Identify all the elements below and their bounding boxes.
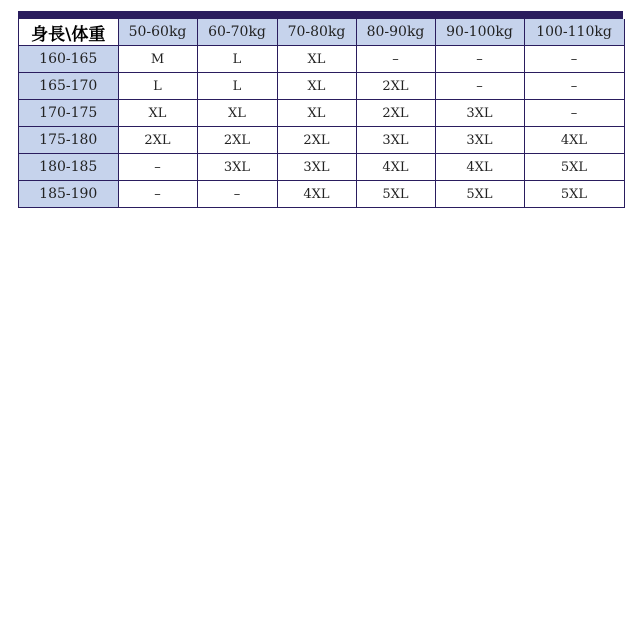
size-cell: –	[356, 46, 435, 73]
size-cell: 5XL	[524, 154, 624, 181]
size-cell: 5XL	[435, 181, 524, 208]
row-header: 185-190	[19, 181, 118, 208]
column-header: 60-70kg	[197, 19, 277, 46]
size-cell: 2XL	[277, 127, 356, 154]
size-cell: 4XL	[277, 181, 356, 208]
size-cell: XL	[277, 46, 356, 73]
table-row	[19, 127, 624, 154]
row-header: 170-175	[19, 100, 118, 127]
size-cell: 3XL	[435, 100, 524, 127]
size-cell: –	[524, 46, 624, 73]
size-cell: XL	[118, 100, 197, 127]
size-cell: –	[524, 100, 624, 127]
size-cell: –	[435, 46, 524, 73]
size-cell: L	[197, 73, 277, 100]
column-header: 50-60kg	[118, 19, 197, 46]
size-cell: 3XL	[356, 127, 435, 154]
size-cell: M	[118, 46, 197, 73]
size-cell: 2XL	[356, 100, 435, 127]
size-cell: 4XL	[435, 154, 524, 181]
table-row	[19, 100, 624, 127]
size-cell: 4XL	[524, 127, 624, 154]
column-header: 90-100kg	[435, 19, 524, 46]
size-cell: 2XL	[356, 73, 435, 100]
size-cell: XL	[197, 100, 277, 127]
size-cell: 3XL	[197, 154, 277, 181]
header-row	[19, 19, 624, 46]
size-cell: 5XL	[524, 181, 624, 208]
size-cell: L	[118, 73, 197, 100]
size-cell: –	[118, 181, 197, 208]
row-header: 165-170	[19, 73, 118, 100]
size-cell: 5XL	[356, 181, 435, 208]
size-cell: L	[197, 46, 277, 73]
size-cell: 3XL	[435, 127, 524, 154]
size-cell: –	[524, 73, 624, 100]
table-row	[19, 154, 624, 181]
row-header: 180-185	[19, 154, 118, 181]
row-header: 175-180	[19, 127, 118, 154]
column-header: 70-80kg	[277, 19, 356, 46]
size-table	[19, 19, 625, 208]
size-cell: –	[435, 73, 524, 100]
size-cell: XL	[277, 100, 356, 127]
column-header: 80-90kg	[356, 19, 435, 46]
size-chart	[18, 11, 623, 208]
table-row	[19, 181, 624, 208]
row-header: 160-165	[19, 46, 118, 73]
size-cell: –	[118, 154, 197, 181]
corner-header: 身長\体重	[19, 19, 118, 46]
size-cell: 2XL	[118, 127, 197, 154]
size-cell: 2XL	[197, 127, 277, 154]
table-row	[19, 73, 624, 100]
size-cell: –	[197, 181, 277, 208]
size-cell: XL	[277, 73, 356, 100]
column-header: 100-110kg	[524, 19, 624, 46]
size-cell: 3XL	[277, 154, 356, 181]
size-cell: 4XL	[356, 154, 435, 181]
table-row	[19, 46, 624, 73]
